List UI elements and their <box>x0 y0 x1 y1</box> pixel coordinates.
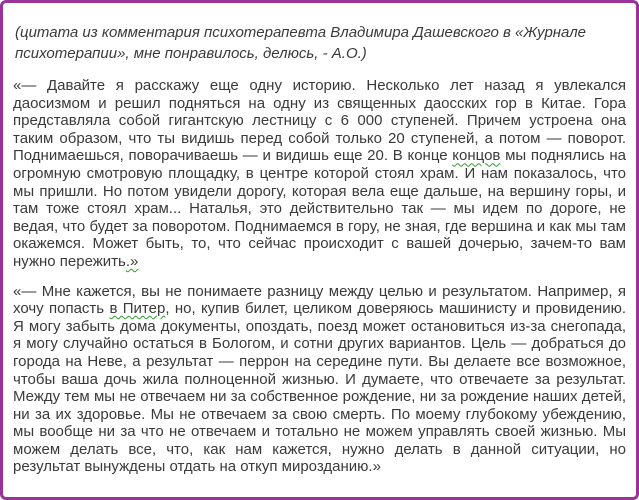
quote-1-text: мы поднялись на огромную смотровую площадку, в центре которой стоял храм. И нам показалось, что мы пришли. Но потом увидели дорогу, которая вела еще дальше, на вершину горы, и там тоже стоял храм... Наталья, это действительно так — мы идем по дороге, не ведая, что будет за поворотом. Поднимаемся в гору, не зная, где вершина и как мы там окажемся. Может быть, то, что сейчас происходит с вашей дочерью, зачем-то вам нужно пережить <box>13 147 626 270</box>
spellcheck-word: в Питер <box>109 300 166 318</box>
spellcheck-word: концов <box>452 147 501 165</box>
quote-2-text: , но, купив билет, целиком доверяюсь машинисту и провидению. Я могу забыть дома документы, опоздать, поезд может остановиться из-за снегопада, я могу случайно остаться в Бологом, и сотни других вариантов. Цель — добраться до города на Неве, а результат — перрон на середине пути. Вы делаете все возможное, чтобы ваша дочь жила полноценной жизнью. И думаете, что отвечаете за результат. Между тем мы не отвечаем ни за собственное рождение, ни за рождение наших детей, ни за их здоровье. Мы не отвечаем за свою смерть. По моему глубокому убеждению, мы вообще ни за что не отвечаем и тотально не можем управлять своей жизнью. Мы можем делать все, что, как нам кажется, нужно делать в данной ситуации, но результат вынуждены отдать на откуп мирозданию.» <box>13 300 626 476</box>
quote-1-text: «— Давайте я расскажу еще одну историю. Несколько лет назад я увлекался даосизмом и решил подняться на одну из священных даосских гор в Китае. Гора представляла собой гигантскую лестницу с 6 000 ступеней. Причем устроена она таким образом, что ты видишь перед собой только 20 ступеней, а потом — поворот. Поднимаешься, поворачиваешь — и видишь еще 20. В конце <box>13 77 626 165</box>
attribution-note: (цитата из комментария психотерапевта Владимира Дашевского в «Журнале психотерапии», мне понравилось, делюсь, - А.О.) <box>15 24 587 62</box>
quote-2-text: «— Мне кажется, вы не понимаете разницу между целью и результатом. Например, я хочу попасть <box>13 282 626 318</box>
quote-paragraph-1 <box>13 77 626 271</box>
quote-paragraph-2 <box>13 283 626 477</box>
spellcheck-word: .» <box>125 252 139 270</box>
